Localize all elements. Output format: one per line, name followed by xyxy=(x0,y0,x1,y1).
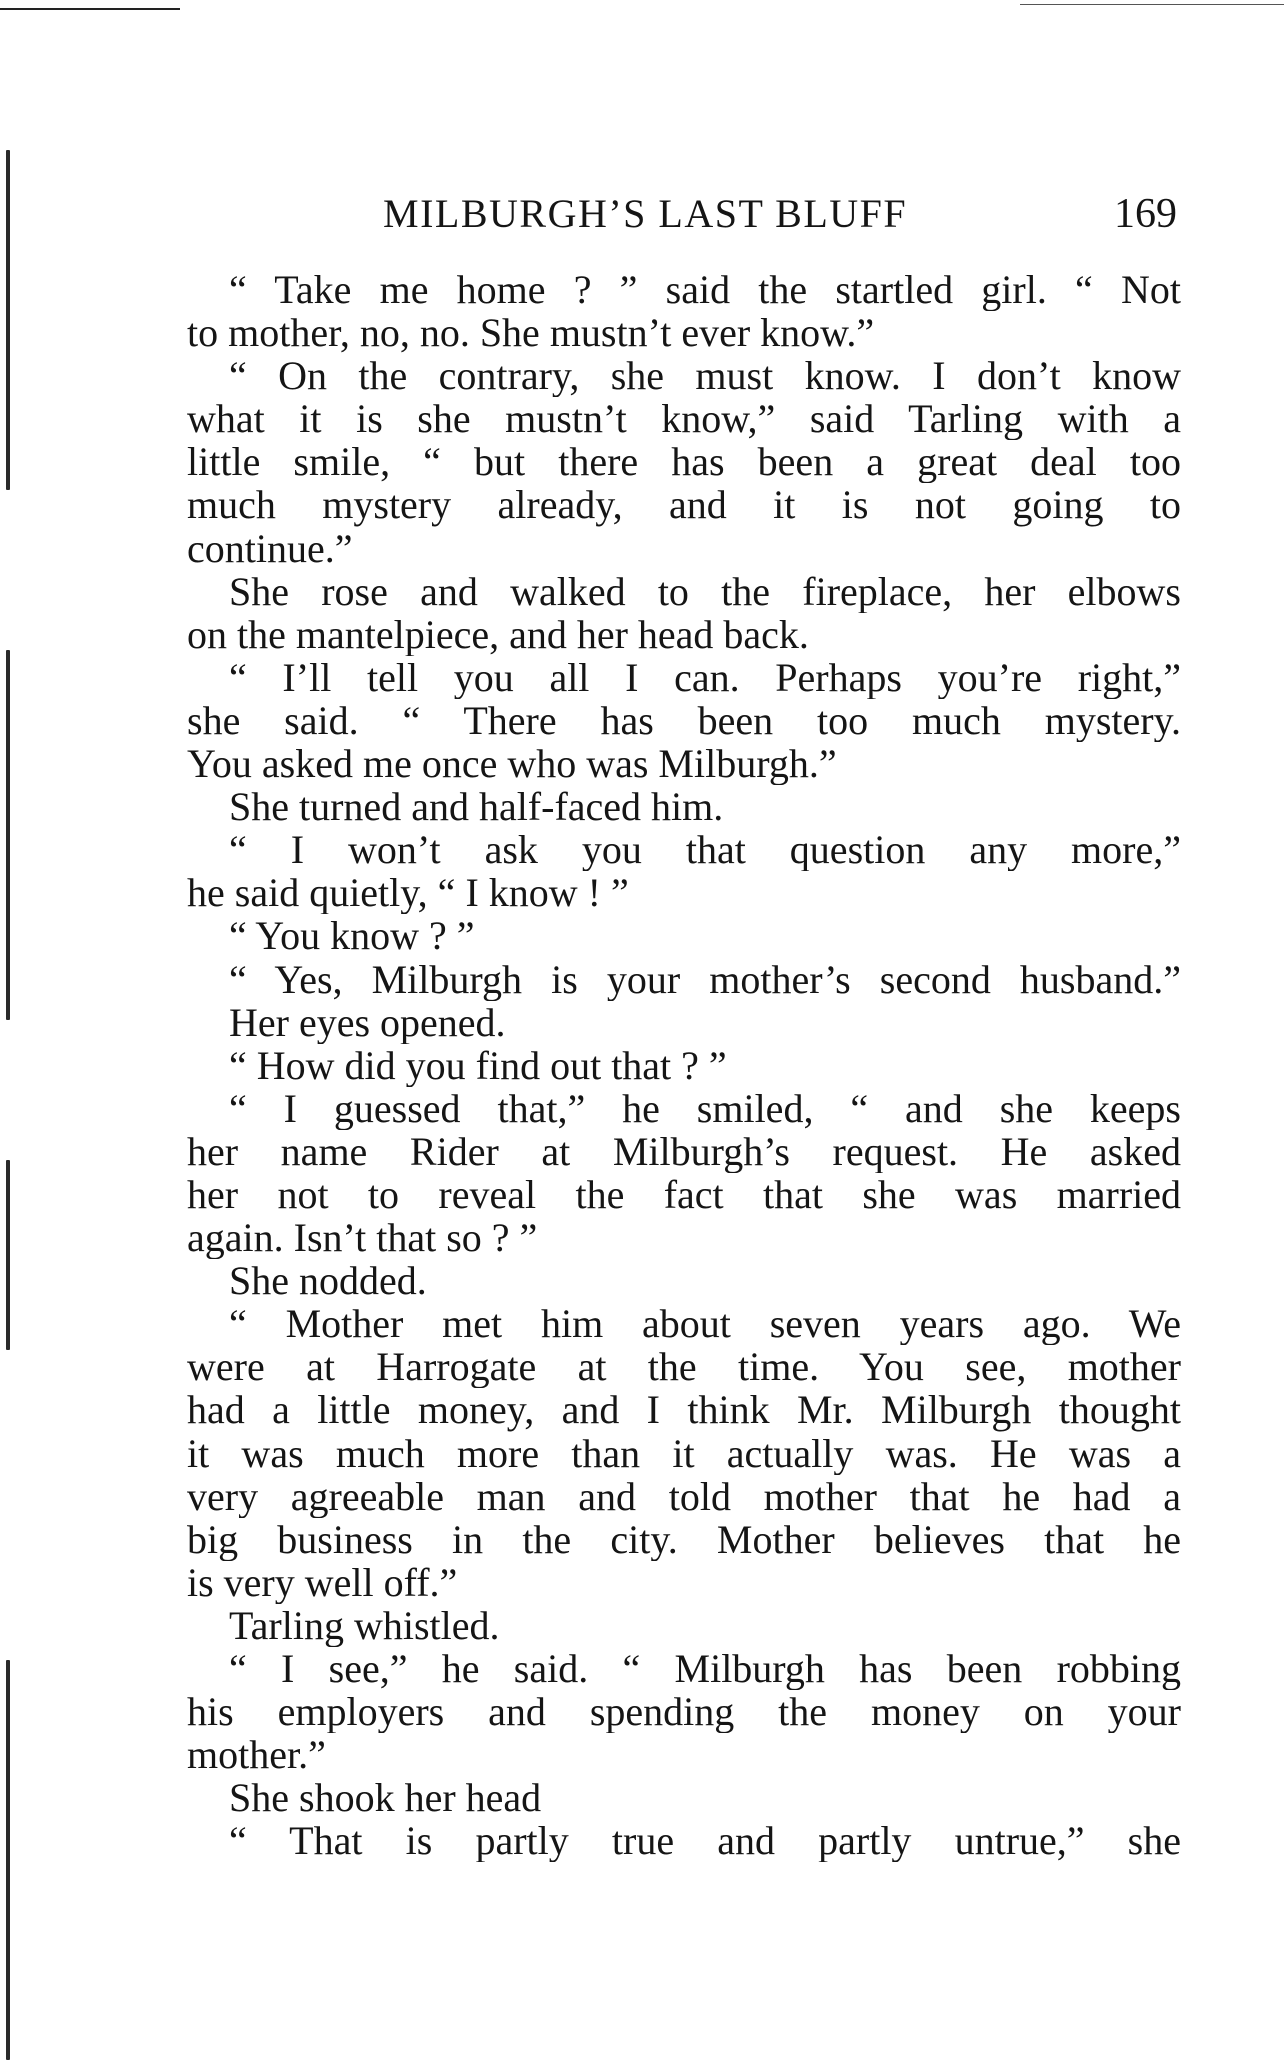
text-line: She nodded. xyxy=(229,1259,427,1303)
text-line: “ Take me home ? ” said the startled girl. “ Not xyxy=(229,268,1181,312)
text-line: “ I’ll tell you all I can. Perhaps you’re right,” xyxy=(229,655,1181,699)
text-line: big business in the city. Mother believes that he xyxy=(187,1517,1181,1561)
binding-edge-mark xyxy=(6,1160,10,1350)
text-line: “ Mother met him about seven years ago. We xyxy=(229,1302,1181,1346)
page-header xyxy=(187,188,1187,240)
text-line: to mother, no, no. She mustn’t ever know.” xyxy=(187,311,875,355)
text-line: “ I won’t ask you that question any more,” xyxy=(229,828,1181,872)
page-number: 169 xyxy=(1114,191,1177,237)
text-line: She shook her head xyxy=(229,1776,542,1820)
text-line: “ That is partly true and partly untrue,” she xyxy=(229,1819,1181,1863)
text-line: his employers and spending the money on your xyxy=(187,1690,1181,1734)
text-line: very agreeable man and told mother that he had a xyxy=(187,1474,1181,1518)
running-head: MILBURGH’S LAST BLUFF xyxy=(383,191,908,236)
text-line: mother.” xyxy=(187,1733,326,1777)
text-line: much mystery already, and it is not going to xyxy=(187,483,1181,527)
text-line: “ How did you find out that ? ” xyxy=(229,1043,727,1087)
top-right-rule xyxy=(1020,4,1284,5)
text-line: Her eyes opened. xyxy=(229,1000,506,1044)
text-line: had a little money, and I think Mr. Milburgh thought xyxy=(187,1388,1181,1432)
text-line: is very well off.” xyxy=(187,1560,458,1604)
text-line: again. Isn’t that so ? ” xyxy=(187,1216,538,1260)
text-line: continue.” xyxy=(187,526,353,570)
body-text xyxy=(187,268,1181,1862)
text-line: “ I see,” he said. “ Milburgh has been robbing xyxy=(229,1647,1181,1691)
text-line: “ You know ? ” xyxy=(229,914,475,958)
text-line: what it is she mustn’t know,” said Tarling with a xyxy=(187,397,1181,441)
binding-edge-mark xyxy=(6,150,10,490)
text-line: he said quietly, “ I know ! ” xyxy=(187,871,629,915)
text-line: She turned and half-faced him. xyxy=(229,785,724,829)
text-line: She rose and walked to the fireplace, her elbows xyxy=(229,569,1181,613)
text-line: “ I guessed that,” he smiled, “ and she keeps xyxy=(229,1086,1181,1130)
text-line: her name Rider at Milburgh’s request. He asked xyxy=(187,1129,1181,1173)
text-line: You asked me once who was Milburgh.” xyxy=(187,742,837,786)
text-line: on the mantelpiece, and her head back. xyxy=(187,612,809,656)
text-line: her not to reveal the fact that she was married xyxy=(187,1172,1181,1217)
binding-edge-mark xyxy=(6,1660,10,2060)
top-left-rule xyxy=(0,8,180,10)
text-line: “ On the contrary, she must know. I don’t know xyxy=(229,354,1181,398)
text-line: she said. “ There has been too much mystery. xyxy=(187,698,1181,743)
text-line: Tarling whistled. xyxy=(229,1603,500,1647)
text-line: were at Harrogate at the time. You see, mother xyxy=(187,1345,1181,1389)
text-line: little smile, “ but there has been a great deal too xyxy=(187,440,1181,484)
text-line: it was much more than it actually was. He was a xyxy=(187,1431,1181,1475)
binding-edge-mark xyxy=(6,650,10,1020)
text-line: “ Yes, Milburgh is your mother’s second husband.” xyxy=(229,957,1181,1001)
